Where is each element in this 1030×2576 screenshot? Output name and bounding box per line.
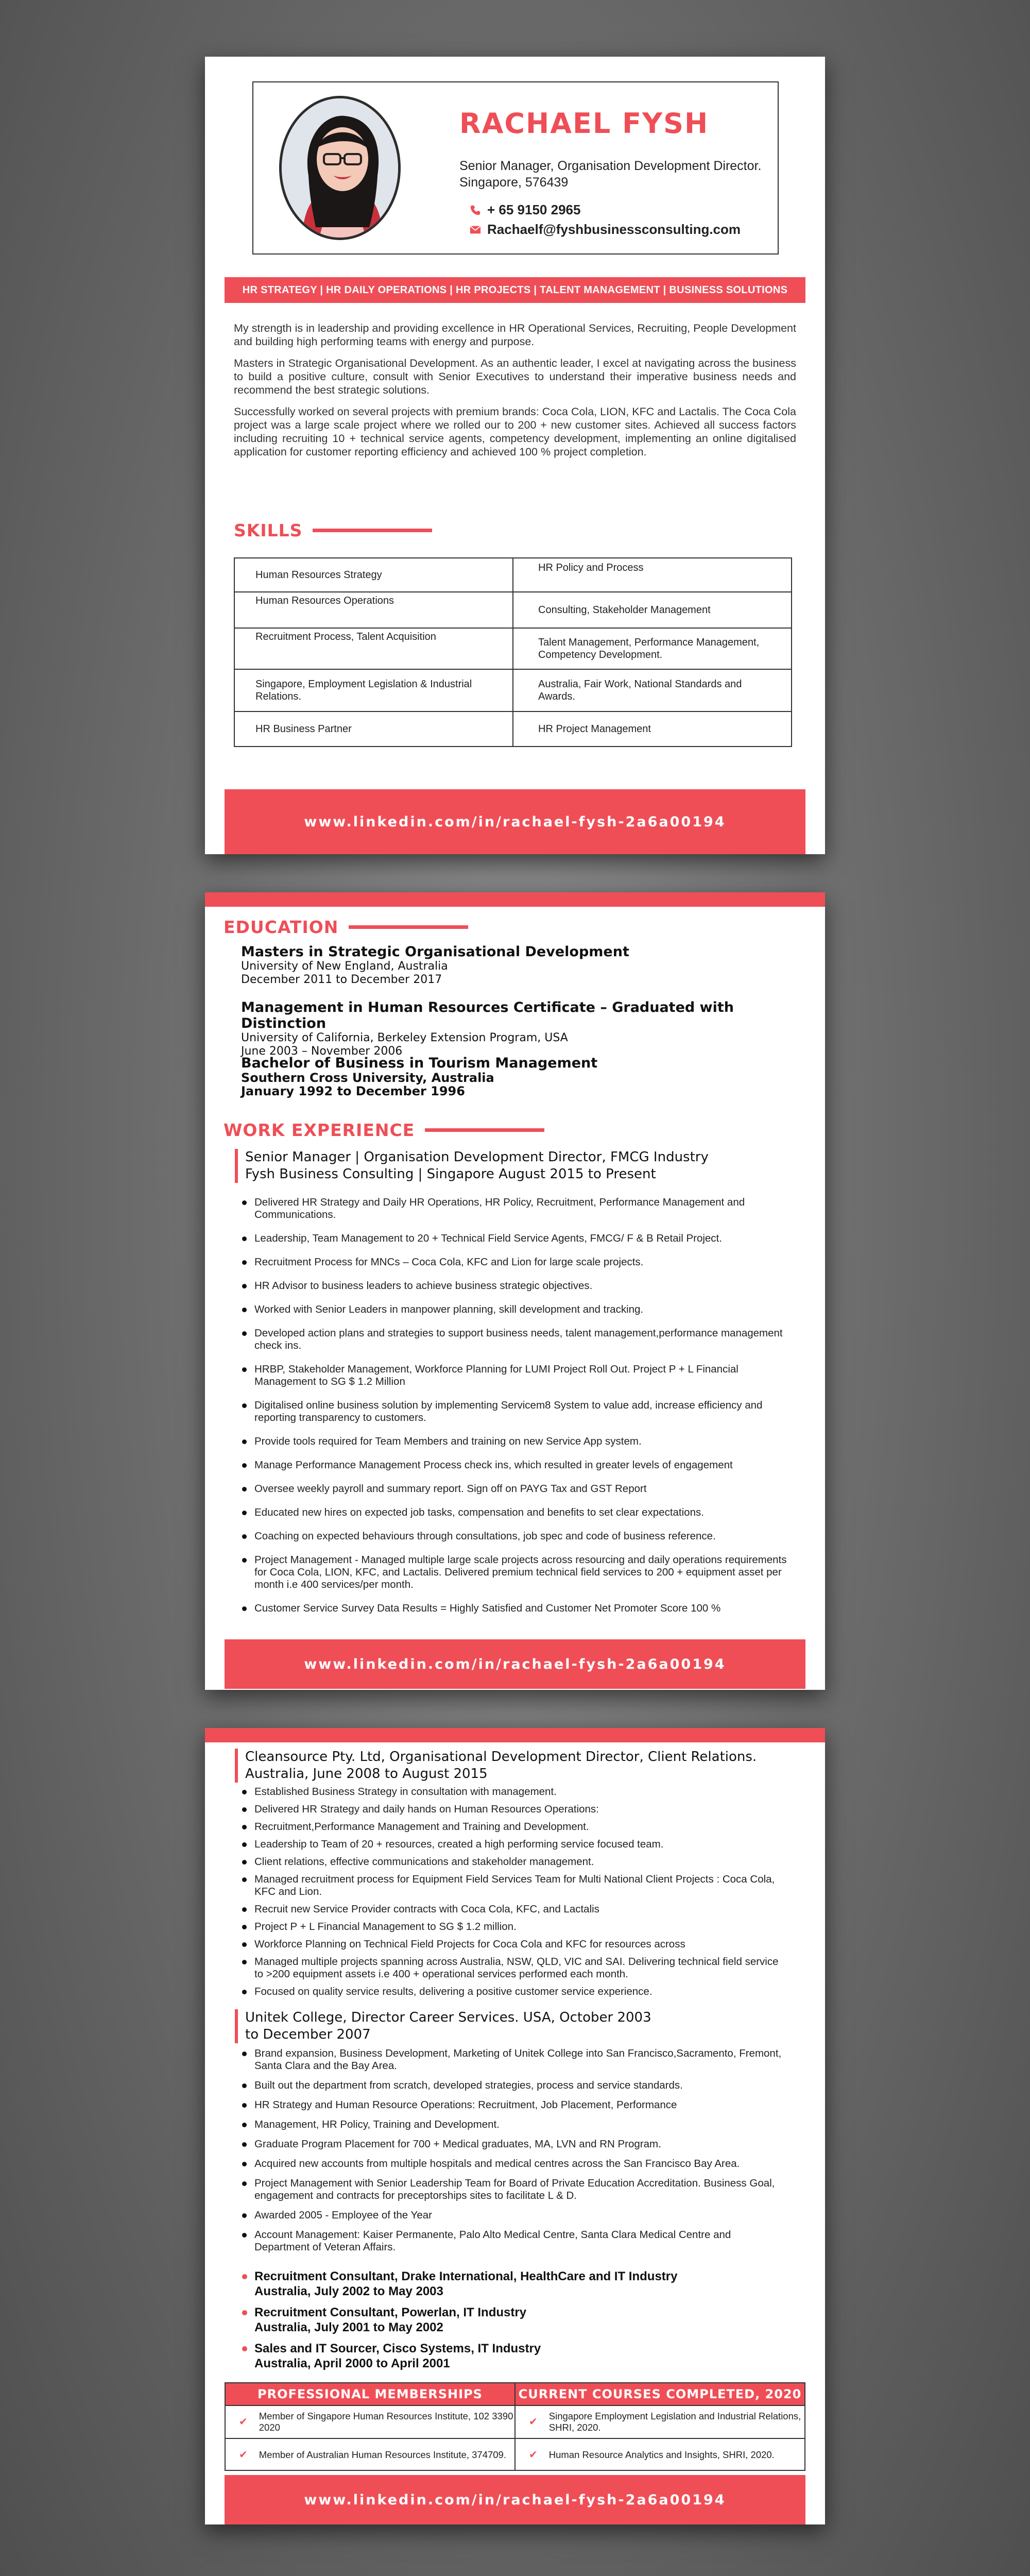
school-name: University of New England, Australia (241, 960, 448, 973)
earlier-role-dates: Australia, July 2001 to May 2002 (254, 2320, 443, 2334)
heading-rule (313, 529, 432, 532)
role-title (459, 158, 761, 191)
education-dates: December 2011 to December 2017 (241, 973, 442, 986)
summary-paragraph: Masters in Strategic Organisational Development. As an authentic leader, I excel at navigating across the business to build a positive culture, consult with Senior Executives to understand their imperative business needs and recommend the best strategic solutions. (234, 357, 796, 396)
job-bullet: Recruit new Service Provider contracts with Coca Cola, KFC, and Lactalis (242, 1903, 788, 1916)
job-bullet: Leadership to Team of 20 + resources, created a high performing service focused team. (242, 1838, 788, 1851)
job-bullet: Educated new hires on expected job tasks, compensation and benefits to set clear expectations. (242, 1506, 788, 1519)
job-bullet: Focused on quality service results, delivering a positive customer service experience. (242, 1986, 788, 1998)
job-bullet: Leadership, Team Management to 20 + Technical Field Service Agents, FMCG/ F & B Retail Project. (242, 1232, 788, 1245)
job-title: Unitek College, Director Career Services. USA, October 2003 (245, 2010, 651, 2025)
linkedin-url[interactable]: www.linkedin.com/in/rachael-fysh-2a6a00194 (304, 814, 726, 830)
job-bullet: Manage Performance Management Process check ins, which resulted in greater levels of engagement (242, 1459, 788, 1471)
skill-cell: HR Project Management (513, 711, 792, 747)
education-dates: January 1992 to December 1996 (241, 1084, 465, 1098)
school-name: Southern Cross University, Australia (241, 1071, 494, 1085)
skill-cell: Consulting, Stakeholder Management (513, 592, 792, 628)
job-bullet: Awarded 2005 - Employee of the Year (242, 2209, 788, 2222)
memberships-title: PROFESSIONAL MEMBERSHIPS (226, 2383, 514, 2405)
course-item (516, 2405, 804, 2438)
phone-contact[interactable] (470, 202, 580, 218)
education-heading (224, 917, 468, 937)
work-experience-heading (224, 1120, 544, 1140)
resume-page-1 (205, 57, 825, 854)
work-experience-title: WORK EXPERIENCE (224, 1120, 415, 1140)
job-bullets (242, 1196, 788, 1626)
earlier-role-dates: Australia, July 2002 to May 2003 (254, 2284, 443, 2298)
job-bullet: Established Business Strategy in consultation with management. (242, 1786, 788, 1798)
job-bullet: Account Management: Kaiser Permanente, Palo Alto Medical Centre, Santa Clara Medical Centre and Department of Veteran Affairs. (242, 2229, 788, 2253)
earlier-role-title: Sales and IT Sourcer, Cisco Systems, IT Industry (254, 2342, 541, 2355)
heading-rule (349, 925, 468, 929)
job-company: Fysh Business Consulting | Singapore August 2015 to Present (245, 1166, 656, 1182)
checkmark-icon: ✔ (529, 2416, 538, 2428)
job-title: Cleansource Pty. Ltd, Organisational Development Director, Client Relations. (245, 1749, 757, 1765)
job-dates: to December 2007 (245, 2027, 371, 2042)
skill-cell: Recruitment Process, Talent Acquisition (234, 628, 513, 669)
job-bullet: Managed recruitment process for Equipment Field Services Team for Multi National Client Projects : Coca Cola, KFC and Lion. (242, 1873, 788, 1898)
education-item (241, 944, 808, 987)
location-line: Singapore, 576439 (459, 175, 569, 190)
skills-table (234, 557, 792, 747)
job-bullet: Coaching on expected behaviours through consultations, job spec and code of business reference. (242, 1530, 788, 1543)
job-bullet: HRBP, Stakeholder Management, Workforce Planning for LUMI Project Roll Out. Project P + L Financial Management to SG $ 1.2 Million (242, 1363, 788, 1388)
membership-item (226, 2438, 514, 2471)
email-address: Rachaelf@fyshbusinessconsulting.com (487, 222, 741, 237)
job-bullet: Graduate Program Placement for 700 + Medical graduates, MA, LVN and RN Program. (242, 2138, 788, 2150)
skill-cell: Singapore, Employment Legislation & Industrial Relations. (234, 669, 513, 711)
skill-cell: Human Resources Strategy (234, 558, 513, 592)
job-dates: Australia, June 2008 to August 2015 (245, 1766, 488, 1782)
job-bullet: HR Advisor to business leaders to achieve business strategic objectives. (242, 1280, 788, 1292)
skill-cell: HR Policy and Process (513, 558, 792, 592)
job-bullet: Client relations, effective communications and stakeholder management. (242, 1856, 788, 1868)
job-bullet: Digitalised online business solution by implementing Servicem8 System to value add, increase efficiency and reporting transparency to customers. (242, 1399, 788, 1424)
linkedin-footer[interactable] (225, 1639, 805, 1689)
education-item (241, 999, 808, 1058)
job-bullet: Workforce Planning on Technical Field Projects for Coca Cola and KFC for resources across (242, 1938, 788, 1951)
earlier-role-title: Recruitment Consultant, Powerlan, IT Industry (254, 2306, 527, 2319)
school-name: University of California, Berkeley Extension Program, USA (241, 1031, 568, 1044)
degree-title: Masters in Strategic Organisational Development (241, 944, 629, 960)
course-text: Singapore Employment Legislation and Industrial Relations, SHRI, 2020. (548, 2411, 801, 2433)
job-header (235, 1149, 709, 1183)
job-bullet: Delivered HR Strategy and daily hands on Human Resources Operations: (242, 1803, 788, 1816)
summary-paragraph: My strength is in leadership and providing excellence in HR Operational Services, Recruiting, People Development and building high performing teams with energy and purpose. (234, 322, 796, 348)
skill-cell: Human Resources Operations (234, 592, 513, 628)
resume-page-2 (205, 892, 825, 1690)
phone-icon (470, 205, 481, 216)
degree-title: Management in Human Resources Certificate – Graduated with Distinction (241, 999, 734, 1031)
checkmark-icon: ✔ (239, 2416, 248, 2428)
job-bullet: Project Management with Senior Leadership Team for Board of Private Education Accreditation. Business Goal, engagement and contracts for preceptorships sites to facilitate L & D. (242, 2177, 788, 2202)
membership-item (226, 2405, 514, 2438)
skill-cell: Australia, Fair Work, National Standards and Awards. (513, 669, 792, 711)
skill-cell: Talent Management, Performance Management, Competency Development. (513, 628, 792, 669)
degree-title: Bachelor of Business in Tourism Management (241, 1055, 598, 1071)
linkedin-footer[interactable] (225, 789, 805, 854)
profile-summary (234, 321, 796, 467)
education-dates: June 2003 – November 2006 (241, 1045, 403, 1058)
job-bullet: Developed action plans and strategies to support business needs, talent management,performance management check ins. (242, 1327, 788, 1352)
resume-page-3 (205, 1728, 825, 2524)
linkedin-url[interactable]: www.linkedin.com/in/rachael-fysh-2a6a00194 (304, 2492, 726, 2508)
earlier-role (242, 2341, 541, 2371)
memberships-column (226, 2383, 516, 2470)
job-bullet: Acquired new accounts from multiple hospitals and medical centres across the San Francisco Bay Area. (242, 2158, 788, 2170)
phone-number: + 65 9150 2965 (487, 202, 581, 217)
avatar-portrait-icon (282, 98, 401, 240)
job-bullet: Recruitment Process for MNCs – Coca Cola, KFC and Lion for large scale projects. (242, 1256, 788, 1268)
top-accent-bar (205, 892, 825, 907)
role-line: Senior Manager, Organisation Development Director. (459, 159, 762, 173)
job-bullet: HR Strategy and Human Resource Operations: Recruitment, Job Placement, Performance (242, 2099, 788, 2111)
course-item (516, 2438, 804, 2471)
earlier-role-title: Recruitment Consultant, Drake International, HealthCare and IT Industry (254, 2269, 678, 2283)
job-bullet: Built out the department from scratch, developed strategies, process and service standards. (242, 2079, 788, 2092)
envelope-icon (470, 224, 481, 235)
skills-heading (234, 520, 432, 540)
job-header (235, 2009, 651, 2043)
job-bullet: Recruitment,Performance Management and Training and Development. (242, 1821, 788, 1833)
memberships-courses-table (225, 2382, 805, 2471)
job-title: Senior Manager | Organisation Development Director, FMCG Industry (245, 1149, 709, 1165)
heading-rule (425, 1128, 544, 1132)
job-bullets (242, 1786, 788, 2003)
checkmark-icon: ✔ (529, 2449, 538, 2461)
earlier-role-dates: Australia, April 2000 to April 2001 (254, 2357, 450, 2370)
checkmark-icon: ✔ (239, 2449, 248, 2461)
skill-cell: HR Business Partner (234, 711, 513, 747)
top-accent-bar (205, 1728, 825, 1742)
job-bullet: Brand expansion, Business Development, Marketing of Unitek College into San Francisco,Sacramento, Fremont, Santa Clara and the Bay Area. (242, 2047, 788, 2072)
candidate-name: RACHAEL FYSH (459, 107, 709, 140)
courses-title: CURRENT COURSES COMPLETED, 2020 (516, 2383, 804, 2405)
course-text: Human Resource Analytics and Insights, SHRI, 2020. (548, 2449, 775, 2460)
linkedin-url[interactable]: www.linkedin.com/in/rachael-fysh-2a6a00194 (304, 1656, 726, 1672)
linkedin-footer[interactable] (225, 2475, 805, 2524)
earlier-role (242, 2305, 526, 2335)
education-title: EDUCATION (224, 917, 339, 937)
job-bullet: Project P + L Financial Management to SG $ 1.2 million. (242, 1921, 788, 1933)
membership-text: Member of Singapore Human Resources Institute, 102 3390 2020 (259, 2411, 513, 2433)
job-bullets (242, 2047, 788, 2261)
earlier-role (242, 2269, 677, 2299)
specialties-banner: HR STRATEGY | HR DAILY OPERATIONS | HR PROJECTS | TALENT MANAGEMENT | BUSINESS SOLUTIONS (225, 277, 805, 303)
job-bullet: Customer Service Survey Data Results = Highly Satisfied and Customer Net Promoter Score 100 % (242, 1602, 788, 1615)
job-bullet: Oversee weekly payroll and summary report. Sign off on PAYG Tax and GST Report (242, 1483, 788, 1495)
job-header (235, 1749, 757, 1783)
membership-text: Member of Australian Human Resources Institute, 374709. (259, 2449, 506, 2460)
summary-paragraph: Successfully worked on several projects with premium brands: Coca Cola, LION, KFC and Lactalis. The Coca Cola project was a large scale project where we rolled our to 200 + new customer sites. Achieved all success factors including recruiting 10 + technical service agents, competency development, implementing an online digitalised application for customer reporting efficiency and achieved 100 % project completion. (234, 405, 796, 458)
courses-column (516, 2383, 804, 2470)
job-bullet: Managed multiple projects spanning across Australia, NSW, QLD, VIC and SAI. Delivering technical field service to >200 equipment assets i.e 400 + operational services performed each month. (242, 1956, 788, 1980)
job-bullet: Provide tools required for Team Members and training on new Service App system. (242, 1435, 788, 1448)
job-bullet: Management, HR Policy, Training and Development. (242, 2119, 788, 2131)
profile-header (252, 81, 779, 255)
job-bullet: Project Management - Managed multiple large scale projects across resourcing and daily operations requirements for Coca Cola, LION, KFC, and Lactalis. Delivered premium technical field services to 200 + equipment asset per month i.e 400 services/per month. (242, 1554, 788, 1591)
avatar (279, 96, 401, 240)
job-bullet: Worked with Senior Leaders in manpower planning, skill development and tracking. (242, 1303, 788, 1316)
skills-title: SKILLS (234, 520, 303, 540)
job-bullet: Delivered HR Strategy and Daily HR Operations, HR Policy, Recruitment, Performance Management and Communications. (242, 1196, 788, 1221)
email-contact[interactable] (470, 222, 741, 238)
education-item (241, 1055, 808, 1098)
